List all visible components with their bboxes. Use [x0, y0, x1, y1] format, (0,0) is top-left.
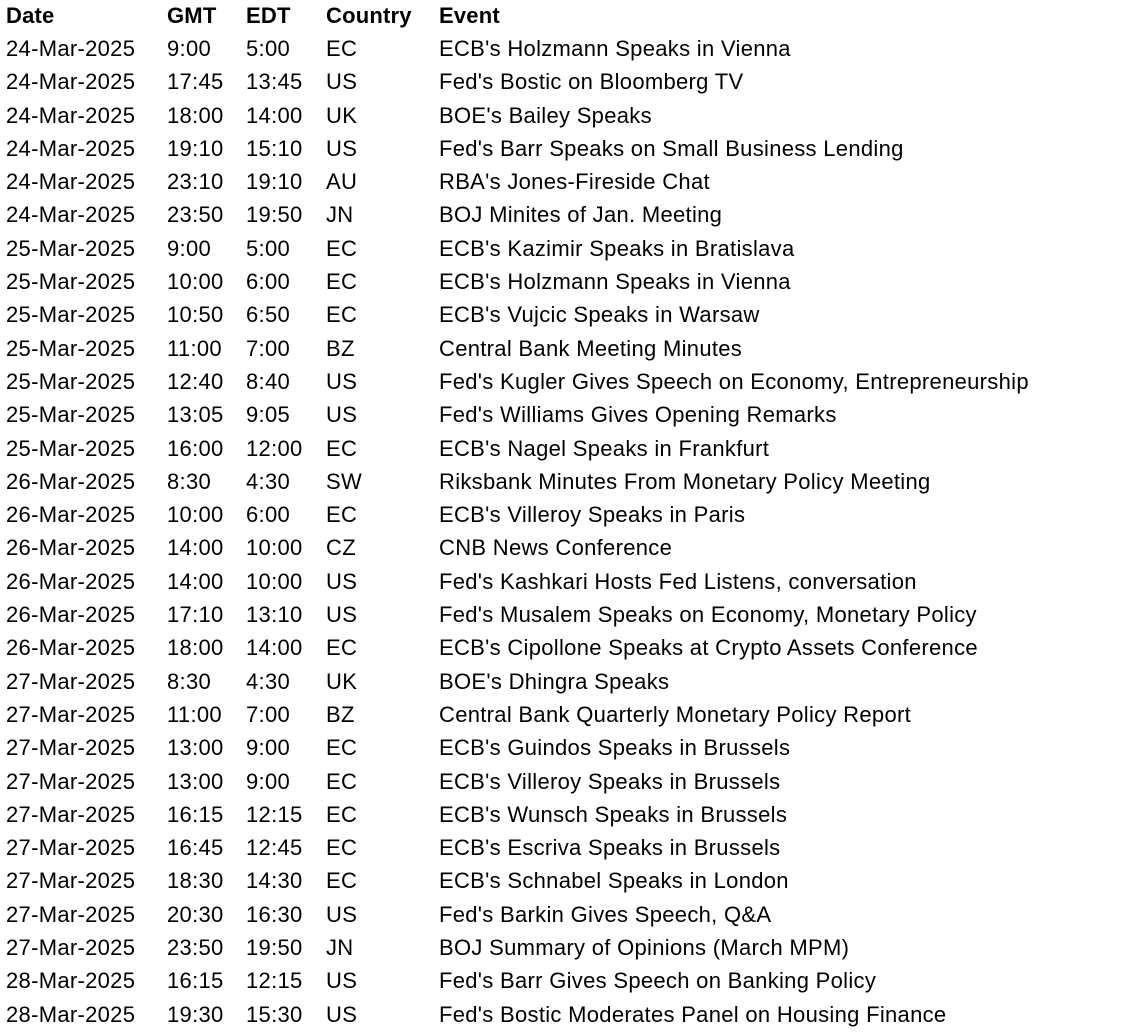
date-cell: 25-Mar-2025 — [6, 335, 136, 361]
table-row — [0, 332, 1121, 365]
edt-time-cell: 19:50 — [246, 935, 303, 961]
event-cell: ECB's Holzmann Speaks in Vienna — [439, 269, 791, 295]
date-cell: 26-Mar-2025 — [6, 468, 136, 494]
country-cell: EC — [326, 435, 358, 461]
country-cell: UK — [326, 668, 358, 694]
table-row — [0, 565, 1121, 598]
gmt-time-cell: 12:40 — [167, 368, 224, 394]
table-row — [0, 531, 1121, 564]
country-cell: US — [326, 402, 358, 428]
date-cell: 28-Mar-2025 — [6, 1001, 136, 1027]
event-cell: Fed's Barkin Gives Speech, Q&A — [439, 901, 772, 927]
date-cell: 27-Mar-2025 — [6, 835, 136, 861]
date-cell: 24-Mar-2025 — [6, 135, 136, 161]
country-cell: US — [326, 1001, 358, 1027]
country-cell: UK — [326, 102, 358, 128]
edt-time-cell: 14:30 — [246, 868, 303, 894]
gmt-time-cell: 8:30 — [167, 668, 212, 694]
date-cell: 24-Mar-2025 — [6, 102, 136, 128]
table-row — [0, 765, 1121, 798]
table-row — [0, 99, 1121, 132]
country-cell: EC — [326, 868, 358, 894]
gmt-time-cell: 13:00 — [167, 735, 224, 761]
gmt-time-cell: 16:45 — [167, 835, 224, 861]
table-header-row — [0, 0, 1121, 32]
column-header-date: Date — [6, 3, 55, 28]
country-cell: JN — [326, 202, 354, 228]
edt-time-cell: 15:30 — [246, 1001, 303, 1027]
gmt-time-cell: 11:00 — [167, 335, 222, 361]
country-cell: EC — [326, 768, 358, 794]
date-cell: 28-Mar-2025 — [6, 968, 136, 994]
date-cell: 26-Mar-2025 — [6, 502, 136, 528]
date-cell: 27-Mar-2025 — [6, 801, 136, 827]
column-header-country: Country — [326, 3, 412, 28]
gmt-time-cell: 20:30 — [167, 901, 224, 927]
edt-time-cell: 12:15 — [246, 968, 303, 994]
gmt-time-cell: 14:00 — [167, 568, 224, 594]
table-body — [0, 32, 1121, 1031]
event-cell: Fed's Kugler Gives Speech on Economy, Entrepreneurship — [439, 368, 1029, 394]
gmt-time-cell: 9:00 — [167, 36, 212, 61]
country-cell: EC — [326, 635, 358, 661]
edt-time-cell: 8:40 — [246, 368, 291, 394]
event-cell: BOE's Dhingra Speaks — [439, 668, 670, 694]
table-row — [0, 498, 1121, 531]
event-cell: ECB's Holzmann Speaks in Vienna — [439, 36, 791, 61]
edt-time-cell: 19:50 — [246, 202, 303, 228]
edt-time-cell: 12:00 — [246, 435, 303, 461]
gmt-time-cell: 19:10 — [167, 135, 224, 161]
event-cell: ECB's Nagel Speaks in Frankfurt — [439, 435, 770, 461]
gmt-time-cell: 17:10 — [167, 602, 224, 628]
table-row — [0, 365, 1121, 398]
table-row — [0, 198, 1121, 231]
gmt-time-cell: 14:00 — [167, 535, 224, 561]
country-cell: US — [326, 135, 358, 161]
country-cell: EC — [326, 735, 358, 761]
country-cell: BZ — [326, 335, 355, 361]
gmt-time-cell: 10:00 — [167, 502, 224, 528]
country-cell: US — [326, 968, 358, 994]
date-cell: 25-Mar-2025 — [6, 269, 136, 295]
gmt-time-cell: 19:30 — [167, 1001, 224, 1027]
gmt-time-cell: 13:00 — [167, 768, 224, 794]
event-cell: Fed's Barr Speaks on Small Business Lending — [439, 135, 904, 161]
gmt-time-cell: 18:00 — [167, 102, 224, 128]
event-cell: RBA's Jones-Fireside Chat — [439, 169, 710, 195]
table-row — [0, 465, 1121, 498]
edt-time-cell: 4:30 — [246, 668, 291, 694]
date-cell: 26-Mar-2025 — [6, 568, 136, 594]
country-cell: BZ — [326, 701, 355, 727]
date-cell: 25-Mar-2025 — [6, 235, 136, 261]
edt-time-cell: 13:10 — [246, 602, 303, 628]
event-cell: Fed's Barr Gives Speech on Banking Policy — [439, 968, 877, 994]
date-cell: 25-Mar-2025 — [6, 368, 136, 394]
event-cell: CNB News Conference — [439, 535, 673, 561]
event-cell: ECB's Vujcic Speaks in Warsaw — [439, 302, 760, 328]
edt-time-cell: 9:00 — [246, 735, 291, 761]
table-row — [0, 798, 1121, 831]
date-cell: 27-Mar-2025 — [6, 735, 136, 761]
date-cell: 27-Mar-2025 — [6, 901, 136, 927]
date-cell: 25-Mar-2025 — [6, 302, 136, 328]
date-cell: 24-Mar-2025 — [6, 69, 136, 95]
edt-time-cell: 16:30 — [246, 901, 303, 927]
gmt-time-cell: 23:50 — [167, 202, 224, 228]
country-cell: AU — [326, 169, 358, 195]
country-cell: EC — [326, 502, 358, 528]
table-row — [0, 698, 1121, 731]
country-cell: EC — [326, 235, 358, 261]
event-cell: Fed's Musalem Speaks on Economy, Monetary Policy — [439, 602, 977, 628]
gmt-time-cell: 8:30 — [167, 468, 212, 494]
edt-time-cell: 9:05 — [246, 402, 291, 428]
table-row — [0, 432, 1121, 465]
edt-time-cell: 10:00 — [246, 535, 303, 561]
date-cell: 27-Mar-2025 — [6, 768, 136, 794]
edt-time-cell: 6:00 — [246, 269, 291, 295]
country-cell: US — [326, 602, 358, 628]
table-row — [0, 931, 1121, 964]
edt-time-cell: 5:00 — [246, 235, 291, 261]
edt-time-cell: 9:00 — [246, 768, 291, 794]
table-row — [0, 398, 1121, 431]
date-cell: 27-Mar-2025 — [6, 935, 136, 961]
edt-time-cell: 13:45 — [246, 69, 303, 95]
event-cell: ECB's Villeroy Speaks in Brussels — [439, 768, 781, 794]
country-cell: US — [326, 901, 358, 927]
table-row — [0, 631, 1121, 664]
edt-time-cell: 7:00 — [246, 335, 291, 361]
table-row — [0, 232, 1121, 265]
table-row — [0, 165, 1121, 198]
table-row — [0, 864, 1121, 897]
event-cell: BOE's Bailey Speaks — [439, 102, 652, 128]
gmt-time-cell: 10:00 — [167, 269, 224, 295]
event-cell: BOJ Summary of Opinions (March MPM) — [439, 935, 850, 961]
column-header-edt: EDT — [246, 3, 291, 28]
event-cell: Fed's Bostic on Bloomberg TV — [439, 69, 744, 95]
table-row — [0, 831, 1121, 864]
table-row — [0, 731, 1121, 764]
event-cell: Central Bank Quarterly Monetary Policy Report — [439, 701, 912, 727]
edt-time-cell: 5:00 — [246, 36, 291, 61]
country-cell: US — [326, 568, 358, 594]
gmt-time-cell: 18:30 — [167, 868, 224, 894]
date-cell: 24-Mar-2025 — [6, 202, 136, 228]
date-cell: 27-Mar-2025 — [6, 668, 136, 694]
event-cell: Central Bank Meeting Minutes — [439, 335, 743, 361]
gmt-time-cell: 17:45 — [167, 69, 224, 95]
event-cell: ECB's Schnabel Speaks in London — [439, 868, 789, 894]
country-cell: EC — [326, 835, 358, 861]
country-cell: US — [326, 69, 358, 95]
gmt-time-cell: 23:50 — [167, 935, 224, 961]
gmt-time-cell: 11:00 — [167, 701, 222, 727]
event-cell: BOJ Minites of Jan. Meeting — [439, 202, 723, 228]
event-cell: ECB's Cipollone Speaks at Crypto Assets Conference — [439, 635, 978, 661]
edt-time-cell: 4:30 — [246, 468, 291, 494]
gmt-time-cell: 10:50 — [167, 302, 224, 328]
gmt-time-cell: 16:15 — [167, 801, 224, 827]
country-cell: EC — [326, 302, 358, 328]
gmt-time-cell: 16:15 — [167, 968, 224, 994]
date-cell: 24-Mar-2025 — [6, 169, 136, 195]
edt-time-cell: 10:00 — [246, 568, 303, 594]
edt-time-cell: 14:00 — [246, 102, 303, 128]
country-cell: EC — [326, 801, 358, 827]
country-cell: SW — [326, 468, 363, 494]
event-cell: ECB's Kazimir Speaks in Bratislava — [439, 235, 795, 261]
date-cell: 27-Mar-2025 — [6, 701, 136, 727]
event-cell: ECB's Escriva Speaks in Brussels — [439, 835, 781, 861]
date-cell: 26-Mar-2025 — [6, 635, 136, 661]
event-cell: Fed's Kashkari Hosts Fed Listens, conversation — [439, 568, 917, 594]
table-row — [0, 964, 1121, 997]
country-cell: EC — [326, 269, 358, 295]
country-cell: CZ — [326, 535, 356, 561]
edt-time-cell: 19:10 — [246, 169, 303, 195]
gmt-time-cell: 16:00 — [167, 435, 224, 461]
country-cell: EC — [326, 36, 358, 61]
date-cell: 25-Mar-2025 — [6, 435, 136, 461]
gmt-time-cell: 18:00 — [167, 635, 224, 661]
table-row — [0, 298, 1121, 331]
table-row — [0, 265, 1121, 298]
edt-time-cell: 14:00 — [246, 635, 303, 661]
table-row — [0, 65, 1121, 98]
column-header-event: Event — [439, 3, 500, 28]
table-row — [0, 32, 1121, 65]
table-row — [0, 665, 1121, 698]
date-cell: 27-Mar-2025 — [6, 868, 136, 894]
edt-time-cell: 12:15 — [246, 801, 303, 827]
gmt-time-cell: 13:05 — [167, 402, 224, 428]
table-row — [0, 132, 1121, 165]
date-cell: 24-Mar-2025 — [6, 36, 136, 61]
date-cell: 26-Mar-2025 — [6, 535, 136, 561]
event-cell: Riksbank Minutes From Monetary Policy Meeting — [439, 468, 931, 494]
date-cell: 25-Mar-2025 — [6, 402, 136, 428]
event-cell: Fed's Williams Gives Opening Remarks — [439, 402, 837, 428]
event-cell: ECB's Guindos Speaks in Brussels — [439, 735, 791, 761]
edt-time-cell: 15:10 — [246, 135, 303, 161]
column-header-gmt: GMT — [167, 3, 217, 28]
event-cell: ECB's Villeroy Speaks in Paris — [439, 502, 746, 528]
table-row — [0, 898, 1121, 931]
country-cell: US — [326, 368, 358, 394]
event-cell: Fed's Bostic Moderates Panel on Housing Finance — [439, 1001, 947, 1027]
edt-time-cell: 6:00 — [246, 502, 291, 528]
edt-time-cell: 12:45 — [246, 835, 303, 861]
event-cell: ECB's Wunsch Speaks in Brussels — [439, 801, 788, 827]
country-cell: JN — [326, 935, 354, 961]
edt-time-cell: 6:50 — [246, 302, 291, 328]
table-row — [0, 598, 1121, 631]
date-cell: 26-Mar-2025 — [6, 602, 136, 628]
edt-time-cell: 7:00 — [246, 701, 291, 727]
gmt-time-cell: 9:00 — [167, 235, 212, 261]
table-row — [0, 998, 1121, 1031]
gmt-time-cell: 23:10 — [167, 169, 224, 195]
